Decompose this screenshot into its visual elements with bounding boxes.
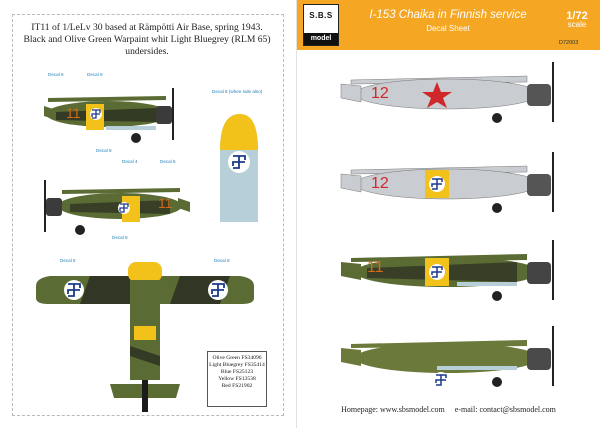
sheet-subtitle: Decal Sheet: [426, 24, 470, 33]
aircraft-profile-3: [337, 232, 567, 302]
svg-text:11: 11: [66, 105, 81, 121]
orange-fuselage-numbers: [66, 105, 81, 121]
legend-item: Light Bluegrey FS35414: [209, 362, 265, 368]
scale-box: [557, 10, 597, 29]
aircraft-description: IT11 of 1/LeLv 30 based at Rämpötti Air Base, spring 1943. Black and Olive Green Warpaint whit Light Bluegrey (RLM 65) undersides.: [23, 22, 271, 57]
callout-decal8-side: Decal 8: [112, 235, 128, 240]
swastika-decal: [90, 108, 102, 120]
scale-number: 1/72: [566, 10, 588, 22]
left-panel: [0, 0, 296, 428]
sbs-logo: [303, 4, 339, 46]
callout-decal6-side: Decal 6: [160, 159, 176, 164]
tail-view: [212, 110, 262, 230]
profile-left-2: [40, 170, 190, 240]
sheet-title: I-153 Chaika in Finnish service: [369, 9, 527, 21]
svg-text:12: 12: [371, 85, 389, 102]
legend-item: Yellow FS13538: [218, 376, 256, 382]
svg-text:12: 12: [371, 175, 389, 192]
aircraft-profile-2: [337, 144, 567, 214]
callout-decal5-top: Decal 5: [87, 72, 103, 77]
aircraft-profile-1: [337, 54, 567, 124]
right-panel: [297, 0, 600, 428]
svg-text:11: 11: [367, 259, 384, 276]
callout-decal6-top: Decal 6: [48, 72, 64, 77]
profile-left-1: [36, 76, 186, 146]
legend-item: Red FS21902: [221, 383, 253, 389]
footer: [297, 405, 600, 414]
callout-decal8-wing-left: Decal 8: [60, 258, 76, 263]
product-code: D72003: [559, 40, 579, 46]
scale-label: scale: [567, 20, 587, 29]
email-link[interactable]: e-mail: contact@sbsmodel.com: [454, 405, 556, 414]
logo-text-bottom: model: [304, 33, 338, 45]
callout-decal4-side: Decal 4: [122, 159, 138, 164]
color-legend: [207, 351, 267, 407]
legend-item: Blue FS25123: [220, 369, 254, 375]
svg-text:11: 11: [158, 195, 173, 211]
callout-decal8-tail: Decal 8 (when side also): [212, 89, 263, 94]
logo-text-top: S.B.S: [309, 11, 333, 20]
homepage-link[interactable]: Homepage: www.sbsmodel.com: [341, 405, 445, 414]
profile-left-1-body: [44, 88, 173, 143]
legend-item: Olive Green FS34096: [212, 355, 262, 361]
callout-decal8-top: Decal 8: [96, 148, 112, 153]
aircraft-profile-4: [337, 318, 567, 393]
callout-decal8-wing-right: Decal 8: [214, 258, 230, 263]
